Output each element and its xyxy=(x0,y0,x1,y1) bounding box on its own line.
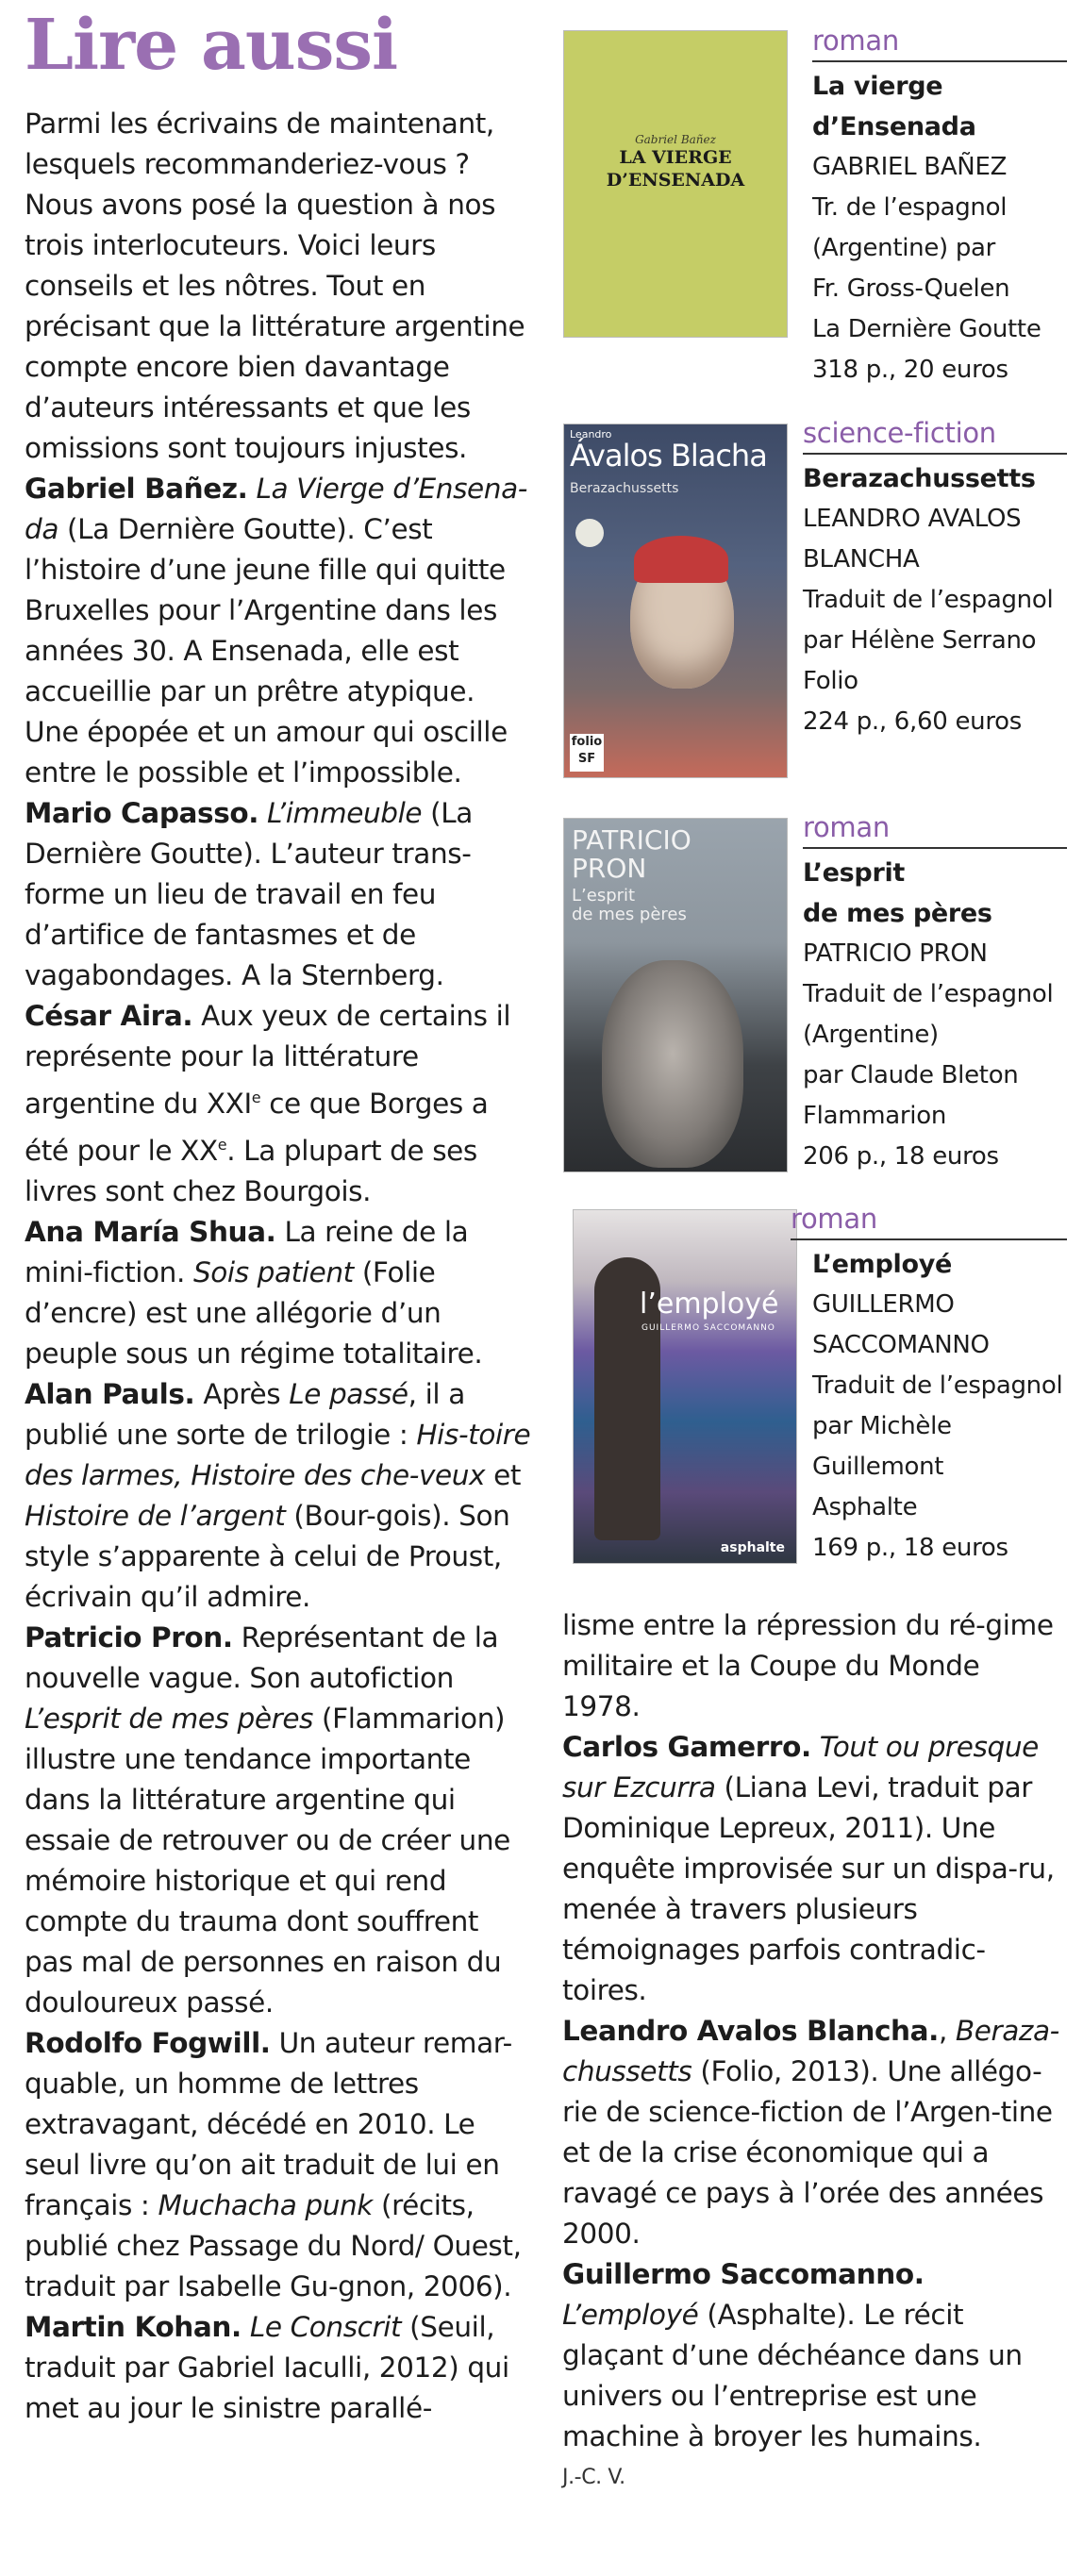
moon-illustration xyxy=(575,519,604,547)
hair-illustration xyxy=(634,536,728,583)
entry-capasso: Mario Capasso. L’immeuble (La Dernière Goutte). L’auteur trans-forme un lieu de travail en feu d’artifice de fantasmes et de vagabondages. A la Sternberg. xyxy=(25,797,473,991)
work-title: Sois patient xyxy=(192,1255,354,1288)
book-author: GUILLERMO xyxy=(812,1290,955,1319)
book-title: Berazachussetts xyxy=(803,464,1036,493)
portrait-illustration xyxy=(602,960,743,1168)
book-detail: Traduit de l’espagnol xyxy=(803,586,1054,614)
main-column xyxy=(25,104,534,2429)
entry-saccomanno: Guillermo Saccomanno. L’employé (Asphalte). Le récit glaçant d’une déchéance dans un univers ou l’entreprise est une machine à broyer les humains. xyxy=(562,2258,1023,2452)
book-detail: 318 p., 20 euros xyxy=(812,356,1008,384)
book-detail: 224 p., 6,60 euros xyxy=(803,707,1022,736)
entry-pron: Patricio Pron. Représentant de la nouvelle vague. Son autofiction L’esprit de mes pères (Flammarion) illustre une tendance importante dans la littérature argentine qui essaie de retrouver ou de créer une mémoire historique et qui rend compte du trauma dont souffrent pas mal de personnes en raison du douloureux passé. xyxy=(25,1620,510,2019)
book-detail: (Argentine) xyxy=(803,1021,939,1049)
work-title: Muchacha punk xyxy=(158,2188,373,2221)
book-detail: (Argentine) par xyxy=(812,234,996,262)
book-author: SACCOMANNO xyxy=(812,1331,990,1359)
work-title: Le Conscrit xyxy=(249,2310,402,2343)
book-title: L’employé xyxy=(812,1250,953,1279)
work-title: L’immeuble xyxy=(267,797,423,829)
work-title: L’employé xyxy=(562,2299,699,2331)
book-detail: par Claude Bleton xyxy=(803,1061,1019,1089)
book-info-employe xyxy=(791,1201,1067,1569)
entry-fogwill: Rodolfo Fogwill. Un auteur remar-quable, un homme de lettres extravagant, décédé en 2010. Le seul livre qu’on ait traduit de lui en français : Muchacha punk (récits, publié chez Passage du Nord/ Ouest, traduit par Isabelle Gu-gnon, 2006). xyxy=(25,2026,522,2302)
book-detail: La Dernière Goutte xyxy=(812,315,1041,343)
book-info-la-vierge xyxy=(812,23,1067,391)
work-title: L’esprit de mes pères xyxy=(25,1702,314,1735)
author-name: Ana María Shua. xyxy=(25,1215,276,1248)
book-title: de mes pères xyxy=(803,899,992,928)
book-detail: Guillemont xyxy=(812,1453,944,1481)
book-detail: Asphalte xyxy=(812,1493,918,1521)
work-title: Histoire de l’argent xyxy=(25,1499,286,1532)
genre-label: science-fiction xyxy=(803,415,1067,455)
work-title: Beraza-chussetts xyxy=(562,2015,1059,2087)
book-title: La vierge xyxy=(812,72,943,101)
author-name: Patricio Pron. xyxy=(25,1620,233,1654)
book-title: d’Ensenada xyxy=(812,112,976,141)
entry-bañez: Gabriel Bañez. La Vierge d’Ensena-da (La Dernière Goutte). C’est l’histoire d’une jeune fille qui quitte Bruxelles pour l’Argentine dans les années 30. A Ensenada, elle est accueillie par un prêtre atypique. Une épopée et un amour qui oscille entre le possible et l’impossible. xyxy=(25,473,528,789)
work-title: Le passé xyxy=(289,1377,408,1410)
book-detail: 169 p., 18 euros xyxy=(812,1534,1008,1562)
book-detail: Fr. Gross-Quelen xyxy=(812,274,1010,303)
entry-shua: Ana María Shua. La reine de la mini-fiction. Sois patient (Folie d’encre) est une allégorie d’un peuple sous un régime totalitaire. xyxy=(25,1215,483,1370)
book-detail: 206 p., 18 euros xyxy=(803,1142,999,1171)
page-title: Lire aussi xyxy=(25,5,398,86)
book-detail: par Michèle xyxy=(812,1412,952,1440)
author-name: Mario Capasso. xyxy=(25,797,259,829)
book-info-berazachussetts xyxy=(803,415,1067,742)
book-author: PATRICIO PRON xyxy=(803,939,988,968)
author-name: Carlos Gamerro. xyxy=(562,1731,811,1763)
author-name: Gabriel Bañez. xyxy=(25,473,248,505)
second-column xyxy=(562,1605,1062,2498)
entry-kohan: Martin Kohan. Le Conscrit (Seuil, traduit par Gabriel Iaculli, 2012) qui met au jour le sinistre parallé- xyxy=(25,2310,509,2424)
genre-label: roman xyxy=(812,23,1067,62)
entry-pauls: Alan Pauls. Après Le passé, il a publié une sorte de trilogie : His-toire des larmes, Histoire des che-veux et Histoire de l’argent (Bour-gois). Son style s’apparente à celui de Proust, écrivain qu’il admire. xyxy=(25,1377,531,1613)
book-author: BLANCHA xyxy=(803,545,920,573)
signature: J.-C. V. xyxy=(562,2466,625,2489)
work-title: Tout ou presque sur Ezcurra xyxy=(562,1731,1039,1803)
author-name: Martin Kohan. xyxy=(25,2310,242,2343)
author-name: Guillermo Saccomanno. xyxy=(562,2258,925,2290)
book-detail: Traduit de l’espagnol xyxy=(803,980,1054,1008)
book-detail: Tr. de l’espagnol xyxy=(812,193,1008,222)
author-name: Alan Pauls. xyxy=(25,1377,195,1410)
genre-label: roman xyxy=(803,809,1067,849)
entry-avalos: Leandro Avalos Blancha., Beraza-chussetts (Folio, 2013). Une allégo-rie de science-fiction de l’Argen-tine et de la crise économique qui a ravagé ce pays à l’orée des années 2000. xyxy=(562,2015,1059,2250)
folio-badge: folio SF xyxy=(570,734,604,772)
book-cover-employe: l’employé GUILLERMO SACCOMANNO asphalte xyxy=(573,1209,797,1564)
intro-paragraph: Parmi les écrivains de maintenant, lesquels recommanderiez-vous ? Nous avons posé la question à nos trois interlocuteurs. Voici leurs conseils et les nôtres. Tout en précisant que la littérature argentine compte encore bien davantage d’auteurs intéressants et que les omissions sont toujours injustes. xyxy=(25,108,525,464)
book-title: L’esprit xyxy=(803,858,906,888)
book-author: GABRIEL BAÑEZ xyxy=(812,153,1008,181)
book-cover-la-vierge: Gabriel Bañez LA VIERGE D’ENSENADA xyxy=(563,30,788,338)
author-name: Rodolfo Fogwill. xyxy=(25,2026,271,2059)
author-name: César Aira. xyxy=(25,1000,193,1032)
book-info-esprit xyxy=(803,809,1067,1177)
book-author: LEANDRO AVALOS xyxy=(803,505,1022,533)
book-detail: Folio xyxy=(803,667,858,695)
book-detail: par Hélène Serrano xyxy=(803,626,1037,655)
entry-kohan-continued: lisme entre la répression du ré-gime militaire et la Coupe du Monde 1978. xyxy=(562,1609,1054,1722)
author-name: Leandro Avalos Blancha. xyxy=(562,2015,939,2047)
genre-label: roman xyxy=(791,1201,1067,1240)
book-detail: Flammarion xyxy=(803,1102,946,1130)
book-detail: Traduit de l’espagnol xyxy=(812,1371,1063,1400)
work-title: La Vierge d’Ensena-da xyxy=(25,473,528,545)
work-title: His-toire des larmes, Histoire des che-veux xyxy=(25,1418,531,1491)
book-cover-esprit: PATRICIO PRON L’esprit de mes pères xyxy=(563,818,788,1172)
book-cover-berazachussetts: Leandro Ávalos Blacha Berazachussetts folio SF xyxy=(563,424,788,778)
entry-gamerro: Carlos Gamerro. Tout ou presque sur Ezcurra (Liana Levi, traduit par Dominique Lepreux, 2011). Une enquête improvisée sur un dispa-ru, menée à travers plusieurs témoignages parfois contradic-toires. xyxy=(562,1731,1055,2006)
entry-aira: César Aira. Aux yeux de certains il représente pour la littérature argentine du XXIe ce que Borges a été pour le XXe. La plupart de ses livres sont chez Bourgois. xyxy=(25,1000,511,1207)
